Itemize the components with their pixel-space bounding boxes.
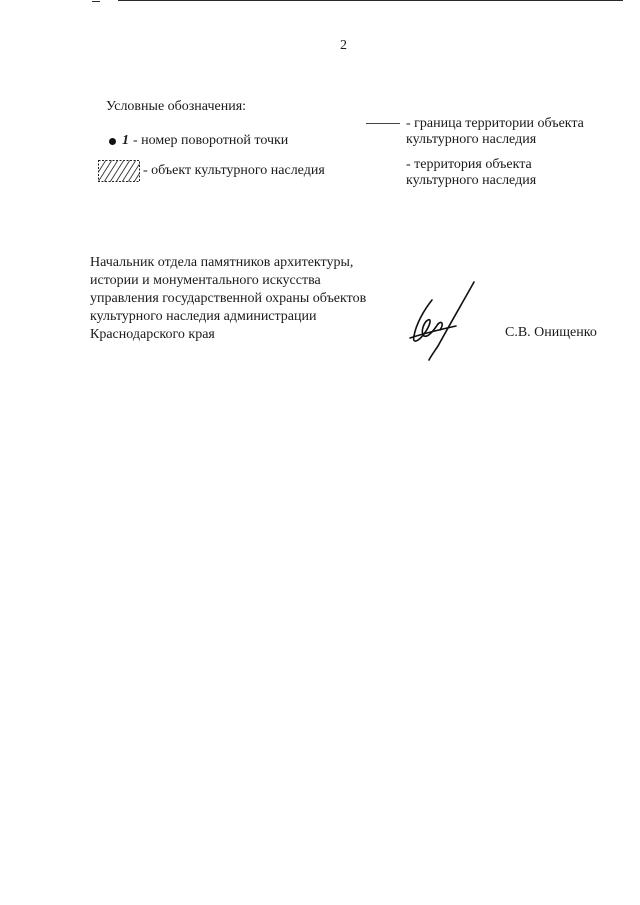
legend-item-line: - граница территории объекта [406,116,584,131]
boundary-line-icon [366,123,400,124]
legend-item-line: культурного наследия [406,132,537,147]
legend-item-label [406,157,621,189]
point-number: 1 [122,133,129,148]
legend-item-label [406,116,621,148]
position-line: Краснодарского края [90,327,215,342]
legend-title: Условные обозначения: [106,99,247,114]
position-line: управления государственной охраны объектов [90,291,367,306]
handwritten-signature [398,280,488,362]
hatched-area-icon [98,160,140,182]
legend-item-territory-boundary [366,116,621,148]
position-line: Начальник отдела памятников архитектуры, [90,255,354,270]
scan-top-edge [0,0,640,10]
position-line: культурного наследия администрации [90,309,317,324]
position-line: истории и монументального искусства [90,273,321,288]
legend-item-turning-point [109,133,288,149]
legend-item-line: культурного наследия [406,173,537,188]
legend-item-label: - объект культурного наследия [143,163,325,178]
page-number: 2 [340,38,347,53]
legend-item-line: - территория объекта [406,157,532,172]
signatory-position [90,254,410,344]
filled-dot-icon [109,138,116,145]
signer-name: С.В. Онищенко [505,325,597,340]
legend-item-label: - номер поворотной точки [133,133,289,148]
legend-item-territory [406,157,621,189]
legend-item-heritage-object [98,160,325,182]
